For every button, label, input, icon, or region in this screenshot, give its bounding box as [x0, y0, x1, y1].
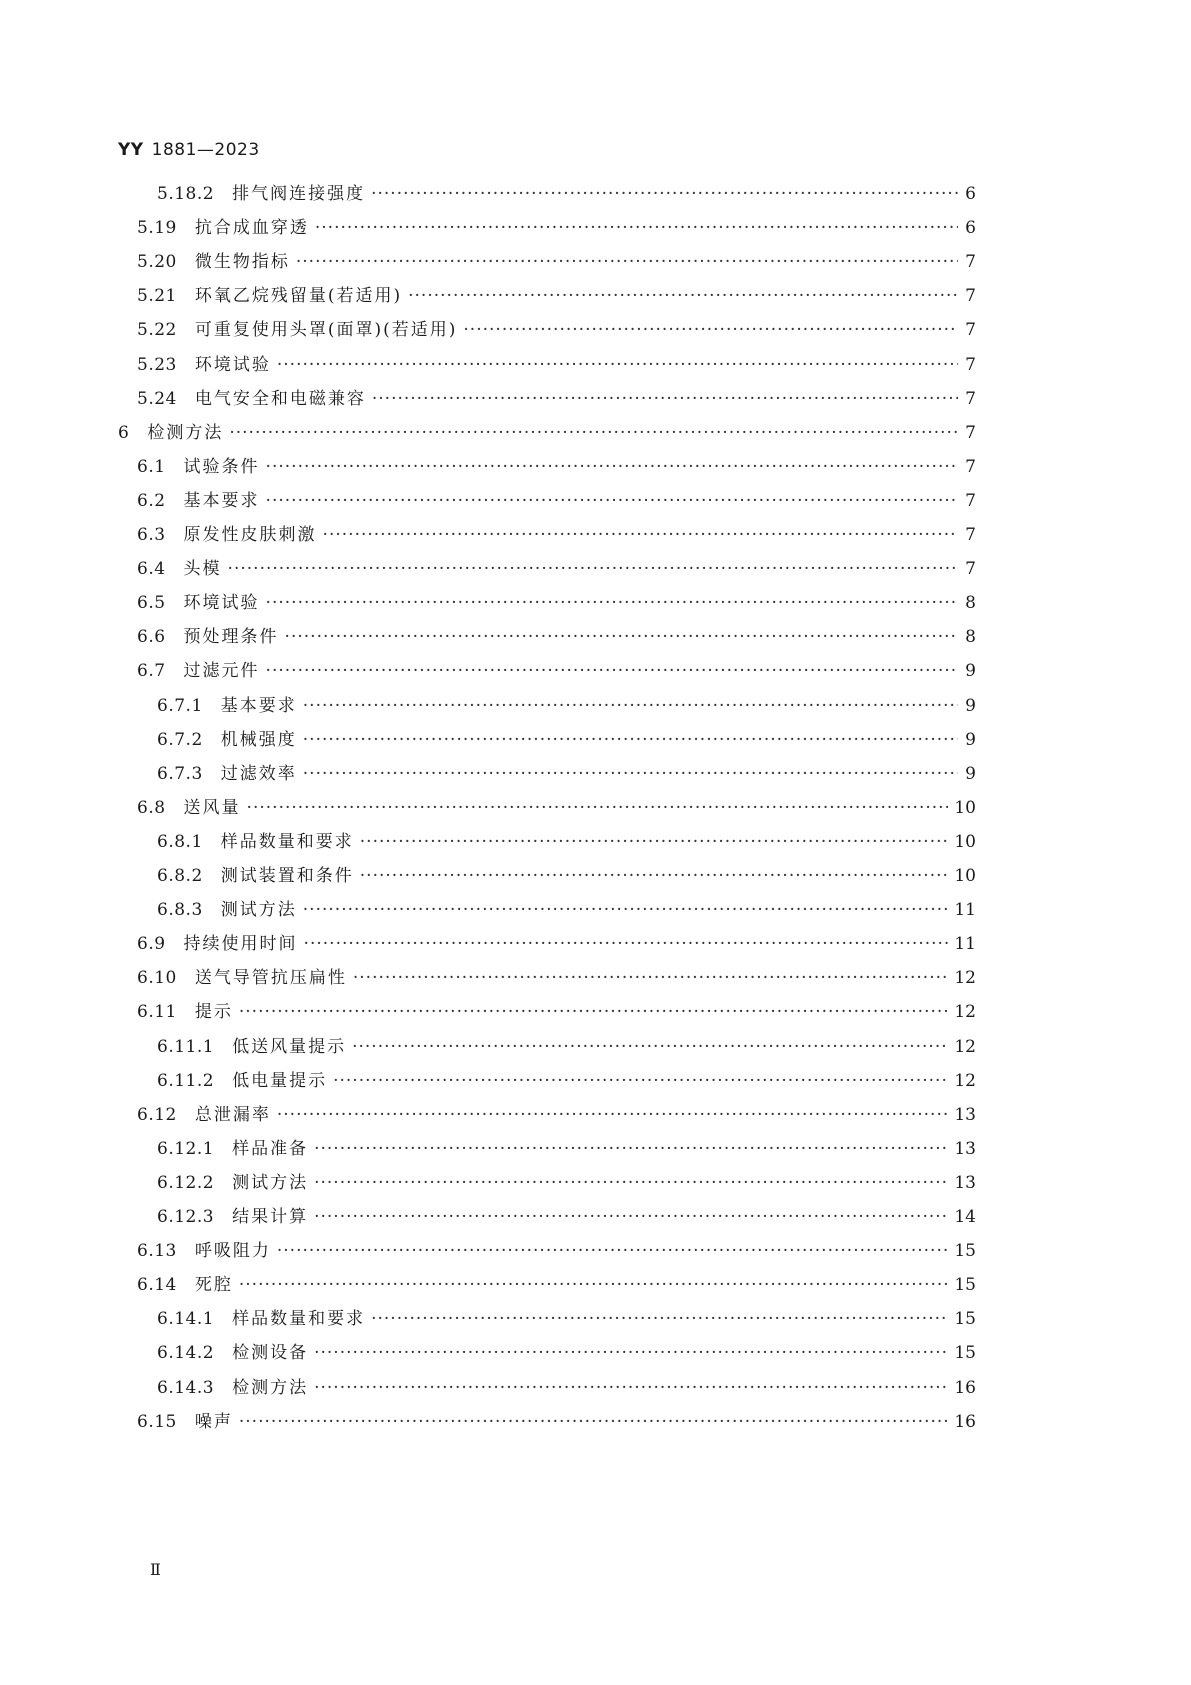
toc-dot-leader [266, 591, 958, 615]
toc-dot-leader [277, 1239, 949, 1263]
toc-entry[interactable] [157, 830, 976, 854]
toc-dot-leader [371, 182, 958, 206]
toc-entry-title: 持续使用时间 [183, 934, 298, 954]
toc-entry-number: 5.23 [137, 355, 177, 375]
toc-entry-page: 7 [965, 355, 976, 375]
toc-entry-title: 微生物指标 [194, 252, 290, 272]
toc-entry-title: 头模 [183, 559, 222, 579]
toc-entry-title: 检测方法 [147, 423, 224, 443]
toc-entry-title: 检测设备 [232, 1343, 309, 1363]
toc-entry-number: 6.2 [137, 491, 166, 511]
toc-entry-page: 14 [954, 1207, 976, 1227]
toc-entry-page: 8 [965, 627, 976, 647]
toc-entry-page: 12 [954, 1002, 976, 1022]
toc-entry[interactable] [157, 1205, 976, 1229]
toc-dot-leader [314, 1137, 948, 1161]
toc-entry[interactable] [137, 796, 976, 820]
toc-dot-leader [285, 625, 958, 649]
toc-entry[interactable] [137, 1239, 976, 1263]
toc-entry[interactable] [137, 591, 976, 615]
toc-dot-leader [463, 318, 958, 342]
toc-entry-page: 9 [965, 764, 976, 784]
toc-dot-leader [352, 1035, 948, 1059]
toc-entry[interactable] [137, 387, 976, 411]
toc-entry-page: 7 [965, 491, 976, 511]
toc-entry-page: 15 [954, 1275, 976, 1295]
toc-entry-title: 送风量 [183, 798, 241, 818]
toc-entry-page: 9 [965, 661, 976, 681]
toc-dot-leader [360, 830, 949, 854]
standard-code: YY [118, 140, 144, 160]
toc-entry-page: 16 [954, 1412, 976, 1432]
toc-entry[interactable] [137, 659, 976, 683]
toc-entry[interactable] [157, 898, 976, 922]
toc-entry-page: 7 [965, 457, 976, 477]
toc-dot-leader [314, 1205, 948, 1229]
toc-entry-number: 6.13 [137, 1241, 177, 1261]
toc-entry-title: 测试方法 [220, 900, 297, 920]
toc-entry-number: 6.6 [137, 627, 166, 647]
toc-dot-leader [408, 284, 958, 308]
toc-entry-number: 6.8.2 [157, 866, 203, 886]
toc-entry-number: 6.7 [137, 661, 166, 681]
toc-entry-title: 基本要求 [220, 696, 297, 716]
toc-entry-page: 13 [954, 1139, 976, 1159]
toc-entry-number: 6.11.1 [157, 1037, 215, 1057]
toc-entry-title: 样品数量和要求 [220, 832, 354, 852]
toc-dot-leader [303, 762, 958, 786]
toc-entry[interactable] [157, 1376, 976, 1400]
toc-entry-title: 可重复使用头罩(面罩)(若适用) [194, 320, 458, 340]
toc-dot-leader [360, 864, 949, 888]
toc-entry-number: 6.11 [137, 1002, 177, 1022]
toc-entry[interactable] [137, 353, 976, 377]
toc-entry-page: 7 [965, 423, 976, 443]
toc-entry-number: 6.14.2 [157, 1343, 215, 1363]
toc-entry-page: 7 [965, 252, 976, 272]
toc-entry-number: 6.7.3 [157, 764, 203, 784]
toc-entry-page: 13 [954, 1105, 976, 1125]
toc-entry-page: 12 [954, 968, 976, 988]
toc-dot-leader [371, 1307, 948, 1331]
toc-entry-title: 测试装置和条件 [220, 866, 354, 886]
toc-entry-page: 13 [954, 1173, 976, 1193]
toc-entry-page: 10 [954, 798, 976, 818]
toc-entry-page: 6 [965, 184, 976, 204]
toc-entry-page: 7 [965, 559, 976, 579]
toc-entry[interactable] [157, 762, 976, 786]
toc-entry[interactable] [137, 932, 976, 956]
toc-entry-number: 6.11.2 [157, 1071, 215, 1091]
toc-entry-number: 6.4 [137, 559, 166, 579]
toc-entry-title: 低送风量提示 [232, 1037, 347, 1057]
toc-entry[interactable] [157, 1069, 976, 1093]
toc-entry-title: 过滤效率 [220, 764, 297, 784]
toc-entry-title: 测试方法 [232, 1173, 309, 1193]
toc-entry-page: 15 [954, 1343, 976, 1363]
toc-entry[interactable] [118, 421, 976, 445]
toc-dot-leader [353, 966, 949, 990]
toc-entry[interactable] [137, 1103, 976, 1127]
toc-entry[interactable] [137, 966, 976, 990]
toc-entry[interactable] [157, 1307, 976, 1331]
toc-dot-leader [266, 455, 958, 479]
toc-entry-page: 7 [965, 389, 976, 409]
toc-entry[interactable] [157, 694, 976, 718]
toc-entry-page: 7 [965, 320, 976, 340]
toc-entry-title: 检测方法 [232, 1378, 309, 1398]
toc-dot-leader [277, 1103, 949, 1127]
toc-entry-title: 死腔 [194, 1275, 233, 1295]
toc-dot-leader [247, 796, 949, 820]
toc-entry[interactable] [157, 728, 976, 752]
toc-entry-title: 原发性皮肤刺激 [183, 525, 317, 545]
toc-entry[interactable] [157, 864, 976, 888]
toc-entry-number: 6.14.3 [157, 1378, 215, 1398]
toc-entry-title: 基本要求 [183, 491, 260, 511]
toc-dot-leader [228, 557, 958, 581]
toc-entry-title: 呼吸阻力 [194, 1241, 271, 1261]
toc-entry-number: 6.10 [137, 968, 177, 988]
toc-entry-page: 15 [954, 1309, 976, 1329]
toc-entry[interactable] [157, 1137, 976, 1161]
toc-entry[interactable] [157, 1341, 976, 1365]
toc-entry-title: 送气导管抗压扁性 [194, 968, 347, 988]
toc-entry-number: 5.22 [137, 320, 177, 340]
toc-entry-number: 6.9 [137, 934, 166, 954]
toc-dot-leader [239, 1273, 949, 1297]
toc-entry-page: 11 [954, 900, 976, 920]
toc-entry-title: 样品准备 [232, 1139, 309, 1159]
toc-entry-page: 9 [965, 696, 976, 716]
toc-entry-title: 机械强度 [220, 730, 297, 750]
toc-entry[interactable] [157, 1171, 976, 1195]
toc-entry[interactable] [157, 182, 976, 206]
toc-entry[interactable] [137, 489, 976, 513]
toc-entry-title: 排气阀连接强度 [232, 184, 366, 204]
toc-entry-title: 低电量提示 [232, 1071, 328, 1091]
toc-dot-leader [303, 694, 958, 718]
toc-entry[interactable] [137, 284, 976, 308]
toc-entry-number: 6.5 [137, 593, 166, 613]
toc-entry[interactable] [157, 1035, 976, 1059]
toc-entry-title: 抗合成血穿透 [194, 218, 309, 238]
toc-entry-title: 试验条件 [183, 457, 260, 477]
toc-entry-page: 7 [965, 525, 976, 545]
toc-entry-title: 提示 [194, 1002, 233, 1022]
toc-entry-title: 电气安全和电磁兼容 [194, 389, 366, 409]
toc-entry-number: 6.3 [137, 525, 166, 545]
toc-entry-title: 环境试验 [194, 355, 271, 375]
toc-entry-page: 11 [954, 934, 976, 954]
toc-dot-leader [315, 216, 958, 240]
toc-entry-number: 6.12.2 [157, 1173, 215, 1193]
toc-entry-title: 噪声 [194, 1412, 233, 1432]
toc-entry-page: 16 [954, 1378, 976, 1398]
toc-entry-number: 6.8.3 [157, 900, 203, 920]
toc-entry[interactable] [137, 1000, 976, 1024]
toc-entry-number: 6.14 [137, 1275, 177, 1295]
toc-entry[interactable] [137, 625, 976, 649]
toc-entry-title: 总泄漏率 [194, 1105, 271, 1125]
toc-entry-page: 15 [954, 1241, 976, 1261]
toc-entry-number: 5.24 [137, 389, 177, 409]
page-number-footer: Ⅱ [150, 1560, 161, 1579]
toc-entry-page: 6 [965, 218, 976, 238]
toc-entry-number: 6 [118, 423, 130, 443]
toc-dot-leader [323, 523, 958, 547]
toc-dot-leader [266, 489, 958, 513]
toc-entry-page: 10 [954, 832, 976, 852]
toc-entry-number: 6.8 [137, 798, 166, 818]
toc-entry-number: 6.8.1 [157, 832, 203, 852]
toc-dot-leader [314, 1171, 948, 1195]
toc-entry-number: 6.7.2 [157, 730, 203, 750]
toc-entry[interactable] [137, 523, 976, 547]
toc-entry-page: 12 [954, 1071, 976, 1091]
toc-entry-number: 5.18.2 [157, 184, 215, 204]
toc-dot-leader [277, 353, 958, 377]
toc-dot-leader [372, 387, 958, 411]
toc-entry-number: 6.7.1 [157, 696, 203, 716]
toc-entry-number: 6.12.1 [157, 1139, 215, 1159]
toc-entry[interactable] [137, 250, 976, 274]
toc-entry-page: 7 [965, 286, 976, 306]
toc-dot-leader [239, 1000, 949, 1024]
document-header [118, 140, 260, 160]
toc-dot-leader [304, 932, 949, 956]
toc-entry-title: 环境试验 [183, 593, 260, 613]
toc-entry-number: 6.12 [137, 1105, 177, 1125]
toc-entry[interactable] [137, 1273, 976, 1297]
toc-entry-number: 6.1 [137, 457, 166, 477]
toc-entry[interactable] [137, 216, 976, 240]
toc-dot-leader [229, 421, 958, 445]
toc-entry[interactable] [137, 1410, 976, 1434]
toc-entry[interactable] [137, 455, 976, 479]
toc-entry-title: 预处理条件 [183, 627, 279, 647]
toc-dot-leader [303, 898, 949, 922]
toc-dot-leader [266, 659, 958, 683]
standard-number: 1881—2023 [151, 140, 260, 160]
toc-entry-title: 环氧乙烷残留量(若适用) [194, 286, 403, 306]
toc-entry-number: 6.14.1 [157, 1309, 215, 1329]
toc-dot-leader [296, 250, 958, 274]
toc-dot-leader [303, 728, 958, 752]
toc-entry-page: 9 [965, 730, 976, 750]
toc-entry-page: 10 [954, 866, 976, 886]
toc-dot-leader [314, 1341, 948, 1365]
toc-dot-leader [333, 1069, 948, 1093]
toc-entry-number: 5.19 [137, 218, 177, 238]
toc-dot-leader [314, 1376, 948, 1400]
toc-entry-title: 过滤元件 [183, 661, 260, 681]
toc-dot-leader [239, 1410, 949, 1434]
toc-entry-number: 6.15 [137, 1412, 177, 1432]
toc-entry[interactable] [137, 557, 976, 581]
toc-entry-number: 5.21 [137, 286, 177, 306]
toc-entry-page: 12 [954, 1037, 976, 1057]
toc-entry-title: 结果计算 [232, 1207, 309, 1227]
toc-entry-number: 5.20 [137, 252, 177, 272]
toc-entry-page: 8 [965, 593, 976, 613]
toc-entry-number: 6.12.3 [157, 1207, 215, 1227]
toc-entry[interactable] [137, 318, 976, 342]
toc-entry-title: 样品数量和要求 [232, 1309, 366, 1329]
